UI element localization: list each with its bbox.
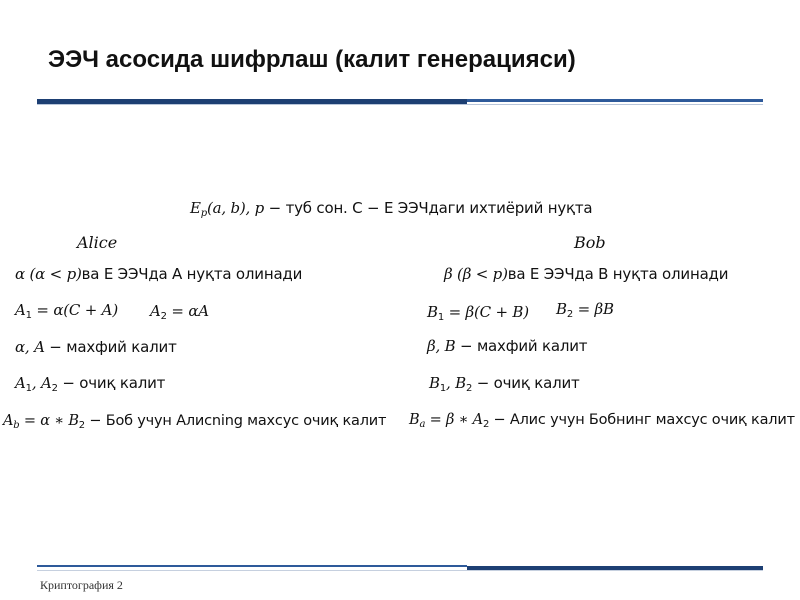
alice-a2-formula [150, 302, 209, 322]
bob-public-sub1: 1 [439, 383, 446, 394]
alice-public-sub1: 1 [25, 383, 32, 394]
ba-a2-subscript: 2 [482, 419, 490, 430]
a2-symbol: A [150, 302, 161, 320]
b2-expression: = βB [573, 300, 614, 318]
bob-name: Bob [574, 233, 606, 252]
bob-shared-text: − Алис учун Бобнинг махсус очиқ калит [489, 412, 795, 428]
ab-subscript: b [13, 420, 20, 431]
intro-line [190, 199, 592, 219]
bob-public-text: − очиқ калит [472, 374, 580, 392]
title-divider-light [467, 99, 763, 102]
alice-public-sub2: 2 [51, 383, 58, 394]
ab-b2-subscript: 2 [78, 420, 85, 431]
bob-point-line [444, 265, 728, 283]
alice-point-line [15, 265, 302, 283]
bob-beta-condition: β (β < p) [444, 265, 508, 283]
a1-subscript: 1 [25, 310, 32, 321]
title-divider-shadow [37, 104, 763, 105]
alice-a1-formula [15, 301, 118, 321]
alice-secret-key-line [15, 338, 177, 356]
footer-divider-shadow [37, 570, 763, 571]
bob-public-sub2: 2 [465, 383, 473, 394]
b1-expression: = β(C + B) [444, 303, 529, 321]
alice-public-a2: , A [31, 374, 52, 392]
bob-b2-formula [556, 300, 614, 320]
ba-symbol: B [409, 412, 420, 428]
ab-expression: = α ∗ B [19, 413, 79, 429]
bob-public-b2: , B [446, 374, 466, 392]
alice-public-a1: A [15, 374, 26, 392]
curve-args: (a, b), p [206, 199, 265, 217]
b1-symbol: B [427, 303, 438, 321]
a2-expression: = αA [166, 302, 209, 320]
bob-public-b1: B [429, 374, 440, 392]
curve-symbol: E [190, 199, 201, 217]
slide-title: ЭЭЧ асосида шифрлаш (калит генерацияси) [48, 46, 576, 73]
intro-text: − туб сон. C − E ЭЭЧдаги ихтиёрий нуқта [264, 199, 593, 217]
ba-subscript: a [419, 419, 426, 430]
slide-footer: Криптография 2 [40, 578, 123, 592]
b1-subscript: 1 [437, 312, 444, 323]
alice-secret-symbols: α, A [15, 338, 45, 356]
alice-shared-key-line [3, 413, 386, 431]
alice-shared-text: − Боб учун Алисning махсус очиқ калит [84, 413, 387, 429]
alice-public-text: − очиқ калит [57, 374, 166, 392]
bob-public-key-line [429, 374, 580, 394]
bob-point-text: ва E ЭЭЧда B нуқта олинади [507, 265, 729, 283]
a2-subscript: 2 [160, 311, 167, 322]
curve-subscript: p [200, 208, 207, 219]
bob-secret-key-line [427, 337, 587, 355]
alice-secret-text: − махфий калит [44, 338, 177, 356]
bob-b1-formula [427, 303, 529, 323]
ba-expression: = β ∗ A [425, 412, 483, 428]
ab-symbol: A [3, 413, 14, 429]
bob-shared-key-line [409, 412, 795, 430]
alice-point-text: ва E ЭЭЧда A нуқта олинади [81, 265, 303, 283]
alice-name: Alice [77, 233, 118, 252]
b2-subscript: 2 [566, 309, 573, 320]
a1-symbol: A [15, 301, 26, 319]
footer-divider-light [37, 565, 467, 567]
a1-expression: = α(C + A) [31, 301, 118, 319]
b2-symbol: B [556, 300, 567, 318]
bob-secret-text: − махфий калит [455, 337, 588, 355]
alice-alpha-condition: α (α < p) [15, 265, 82, 283]
bob-secret-symbols: β, B [427, 337, 456, 355]
alice-public-key-line [15, 374, 165, 394]
